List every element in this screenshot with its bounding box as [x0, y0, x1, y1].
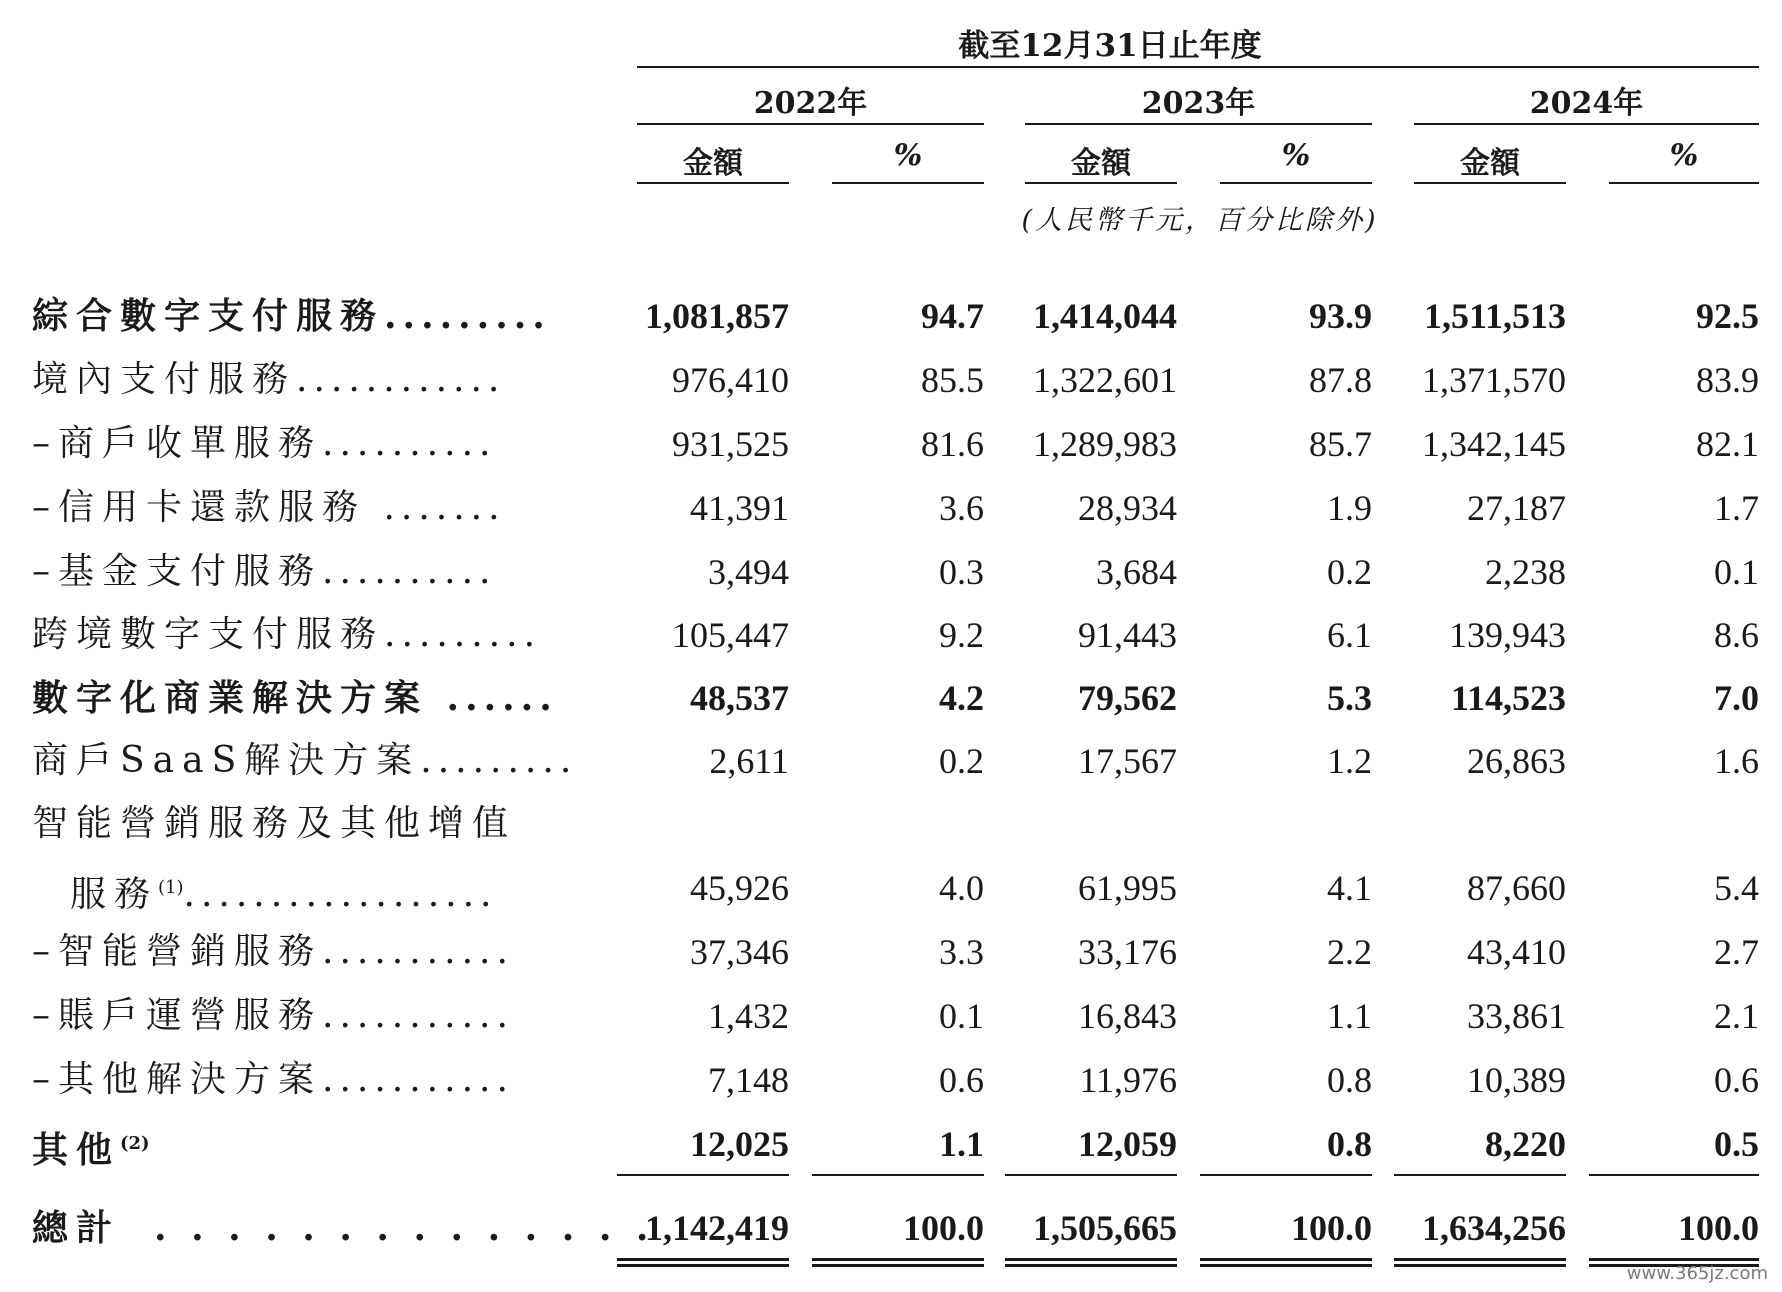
percent-rule-2024 — [1609, 182, 1759, 184]
percent-rule-2023 — [1220, 182, 1372, 184]
total-double-rule-amount-2023 — [1005, 1258, 1177, 1267]
percent-2022: 0.1 — [939, 996, 984, 1036]
amount-2022: 7,148 — [708, 1060, 789, 1100]
amount-2022: 12,025 — [690, 1124, 789, 1164]
percent-2023: 1.2 — [1327, 741, 1372, 781]
row-label: 數字化商業解決方案 ...... — [32, 677, 558, 719]
amount-header-2024: 金額 — [1460, 146, 1520, 181]
amount-2022: 931,525 — [672, 424, 789, 464]
table-row — [0, 416, 1782, 472]
percent-2023: 0.8 — [1327, 1124, 1372, 1164]
percent-2024: 8.6 — [1714, 615, 1759, 655]
amount-2022: 1,432 — [708, 996, 789, 1036]
percent-2023: 93.9 — [1309, 296, 1372, 336]
percent-2024: 7.0 — [1714, 678, 1759, 718]
year-2022-header: 2022年 — [753, 86, 868, 121]
subtotal-rule-percent-2024 — [1589, 1174, 1759, 1176]
subtotal-rule-amount-2023 — [1005, 1174, 1177, 1176]
row-label: –其他解決方案........... — [32, 1059, 514, 1100]
amount-2024: 2,238 — [1485, 552, 1566, 592]
total-amount-2022: 1,142,419 — [645, 1208, 789, 1248]
table-row — [0, 860, 1782, 916]
total-percent-2022: 100.0 — [903, 1208, 984, 1248]
amount-2022: 105,447 — [672, 615, 789, 655]
row-label: –基金支付服務.......... — [32, 551, 497, 592]
table-row — [0, 352, 1782, 408]
amount-2023: 33,176 — [1078, 932, 1177, 972]
percent-2023: 1.1 — [1327, 996, 1372, 1036]
subtotal-rule-percent-2022 — [812, 1174, 984, 1176]
percent-2022: 0.3 — [939, 552, 984, 592]
amount-2024: 43,410 — [1467, 932, 1566, 972]
amount-2022: 37,346 — [690, 932, 789, 972]
percent-header-2022: % — [893, 138, 923, 173]
total-percent-2024: 100.0 — [1678, 1208, 1759, 1248]
row-label: 跨境數字支付服務......... — [32, 614, 542, 655]
percent-2023: 85.7 — [1309, 424, 1372, 464]
amount-2023: 79,562 — [1078, 678, 1177, 718]
amount-2022: 2,611 — [709, 741, 789, 781]
amount-2023: 3,684 — [1096, 552, 1177, 592]
amount-2023: 28,934 — [1078, 488, 1177, 528]
amount-rule-2023 — [1025, 182, 1177, 184]
table-row — [0, 607, 1782, 663]
amount-2023: 1,414,044 — [1033, 296, 1177, 336]
amount-rule-2024 — [1414, 182, 1566, 184]
amount-2022: 45,926 — [690, 868, 789, 908]
amount-2024: 10,389 — [1467, 1060, 1566, 1100]
percent-2023: 6.1 — [1327, 615, 1372, 655]
table-row — [0, 670, 1782, 726]
row-label: 境內支付服務............ — [32, 359, 506, 400]
percent-2022: 81.6 — [921, 424, 984, 464]
row-label: 其他$^{(2)}$ — [32, 1129, 150, 1171]
percent-2022: 1.1 — [939, 1124, 984, 1164]
percent-2024: 1.6 — [1714, 741, 1759, 781]
percent-2022: 4.0 — [939, 868, 984, 908]
amount-2024: 114,523 — [1450, 678, 1566, 718]
site-watermark: www.365jz.com — [1626, 1263, 1768, 1284]
percent-2022: 0.6 — [939, 1060, 984, 1100]
amount-2023: 17,567 — [1078, 741, 1177, 781]
amount-2024: 26,863 — [1467, 741, 1566, 781]
amount-2022: 41,391 — [690, 488, 789, 528]
table-row — [0, 1052, 1782, 1108]
table-row — [0, 544, 1782, 600]
table-row — [0, 733, 1782, 789]
percent-header-2024: % — [1669, 138, 1699, 173]
total-double-rule-percent-2022 — [812, 1258, 984, 1267]
percent-rule-2022 — [832, 182, 984, 184]
year-2024-rule — [1414, 123, 1759, 125]
row-label: –信用卡還款服務 ....... — [32, 487, 506, 528]
total-double-rule-amount-2022 — [617, 1258, 789, 1267]
percent-2023: 1.9 — [1327, 488, 1372, 528]
amount-2024: 1,511,513 — [1423, 296, 1566, 336]
total-double-rule-percent-2023 — [1200, 1258, 1372, 1267]
percent-2022: 3.3 — [939, 932, 984, 972]
row-label: –智能營銷服務........... — [32, 931, 514, 972]
percent-2023: 87.8 — [1309, 360, 1372, 400]
amount-2023: 16,843 — [1078, 996, 1177, 1036]
header-rule-top — [637, 66, 1759, 68]
amount-2024: 87,660 — [1467, 868, 1566, 908]
amount-2022: 976,410 — [672, 360, 789, 400]
amount-header-2023: 金額 — [1071, 146, 1131, 181]
amount-2023: 11,976 — [1079, 1060, 1177, 1100]
table-row — [0, 988, 1782, 1044]
percent-2024: 0.1 — [1714, 552, 1759, 592]
row-label: –賬戶運營服務........... — [32, 995, 514, 1036]
amount-2023: 91,443 — [1078, 615, 1177, 655]
subtotal-rule-amount-2022 — [617, 1174, 789, 1176]
amount-2024: 33,861 — [1467, 996, 1566, 1036]
year-2024-header: 2024年 — [1529, 86, 1644, 121]
total-percent-2023: 100.0 — [1291, 1208, 1372, 1248]
total-label: 總計 . . . . . . . . . . . . . . — [32, 1207, 655, 1249]
table-row — [0, 924, 1782, 980]
percent-2022: 4.2 — [939, 678, 984, 718]
year-2023-header: 2023年 — [1141, 86, 1256, 121]
total-double-rule-amount-2024 — [1394, 1258, 1566, 1267]
percent-2022: 94.7 — [921, 296, 984, 336]
percent-2023: 2.2 — [1327, 932, 1372, 972]
percent-2023: 4.1 — [1327, 868, 1372, 908]
amount-2022: 48,537 — [690, 678, 789, 718]
footnote-marker: (1) — [158, 877, 184, 898]
amount-2023: 1,322,601 — [1033, 360, 1177, 400]
total-amount-2024: 1,634,256 — [1422, 1208, 1566, 1248]
percent-2024: 2.1 — [1714, 996, 1759, 1036]
amount-header-2022: 金額 — [683, 146, 743, 181]
percent-2024: 2.7 — [1714, 932, 1759, 972]
row-label: 服務$^{(1)}$.................. — [70, 874, 498, 915]
unit-note: (人民幣千元，百分比除外) — [1021, 205, 1379, 236]
percent-2024: 82.1 — [1696, 424, 1759, 464]
table-row — [0, 480, 1782, 536]
percent-2024: 92.5 — [1696, 296, 1759, 336]
amount-2024: 27,187 — [1467, 488, 1566, 528]
amount-2024: 8,220 — [1485, 1124, 1566, 1164]
percent-2022: 9.2 — [939, 615, 984, 655]
percent-2024: 5.4 — [1714, 868, 1759, 908]
amount-2024: 1,342,145 — [1422, 424, 1566, 464]
total-amount-2023: 1,505,665 — [1033, 1208, 1177, 1248]
subtotal-rule-percent-2023 — [1200, 1174, 1372, 1176]
percent-header-2023: % — [1281, 138, 1311, 173]
period-title: 截至12月31日止年度 — [958, 28, 1262, 64]
amount-2022: 1,081,857 — [645, 296, 789, 336]
subtotal-rule-amount-2024 — [1394, 1174, 1566, 1176]
amount-2023: 61,995 — [1078, 868, 1177, 908]
row-label: 綜合數字支付服務......... — [32, 295, 551, 337]
percent-2023: 0.2 — [1327, 552, 1372, 592]
year-2022-rule — [637, 123, 984, 125]
row-label: –商戶收單服務.......... — [32, 423, 497, 464]
percent-2024: 83.9 — [1696, 360, 1759, 400]
percent-2023: 5.3 — [1327, 678, 1372, 718]
table-row — [0, 288, 1782, 344]
percent-2023: 0.8 — [1327, 1060, 1372, 1100]
percent-2024: 1.7 — [1714, 488, 1759, 528]
table-row — [0, 796, 1782, 852]
amount-2024: 1,371,570 — [1422, 360, 1566, 400]
row-label: 商戶SaaS解決方案......... — [32, 740, 578, 781]
percent-2024: 0.6 — [1714, 1060, 1759, 1100]
percent-2022: 3.6 — [939, 488, 984, 528]
row-label: 智能營銷服務及其他增值 — [32, 803, 517, 844]
amount-2023: 1,289,983 — [1033, 424, 1177, 464]
total-row — [0, 1200, 1782, 1256]
amount-2024: 139,943 — [1449, 615, 1566, 655]
footnote-marker: (2) — [120, 1133, 150, 1154]
table-row — [0, 1116, 1782, 1172]
amount-2022: 3,494 — [708, 552, 789, 592]
year-2023-rule — [1025, 123, 1372, 125]
amount-rule-2022 — [637, 182, 789, 184]
percent-2024: 0.5 — [1714, 1124, 1759, 1164]
amount-2023: 12,059 — [1078, 1124, 1177, 1164]
percent-2022: 0.2 — [939, 741, 984, 781]
percent-2022: 85.5 — [921, 360, 984, 400]
